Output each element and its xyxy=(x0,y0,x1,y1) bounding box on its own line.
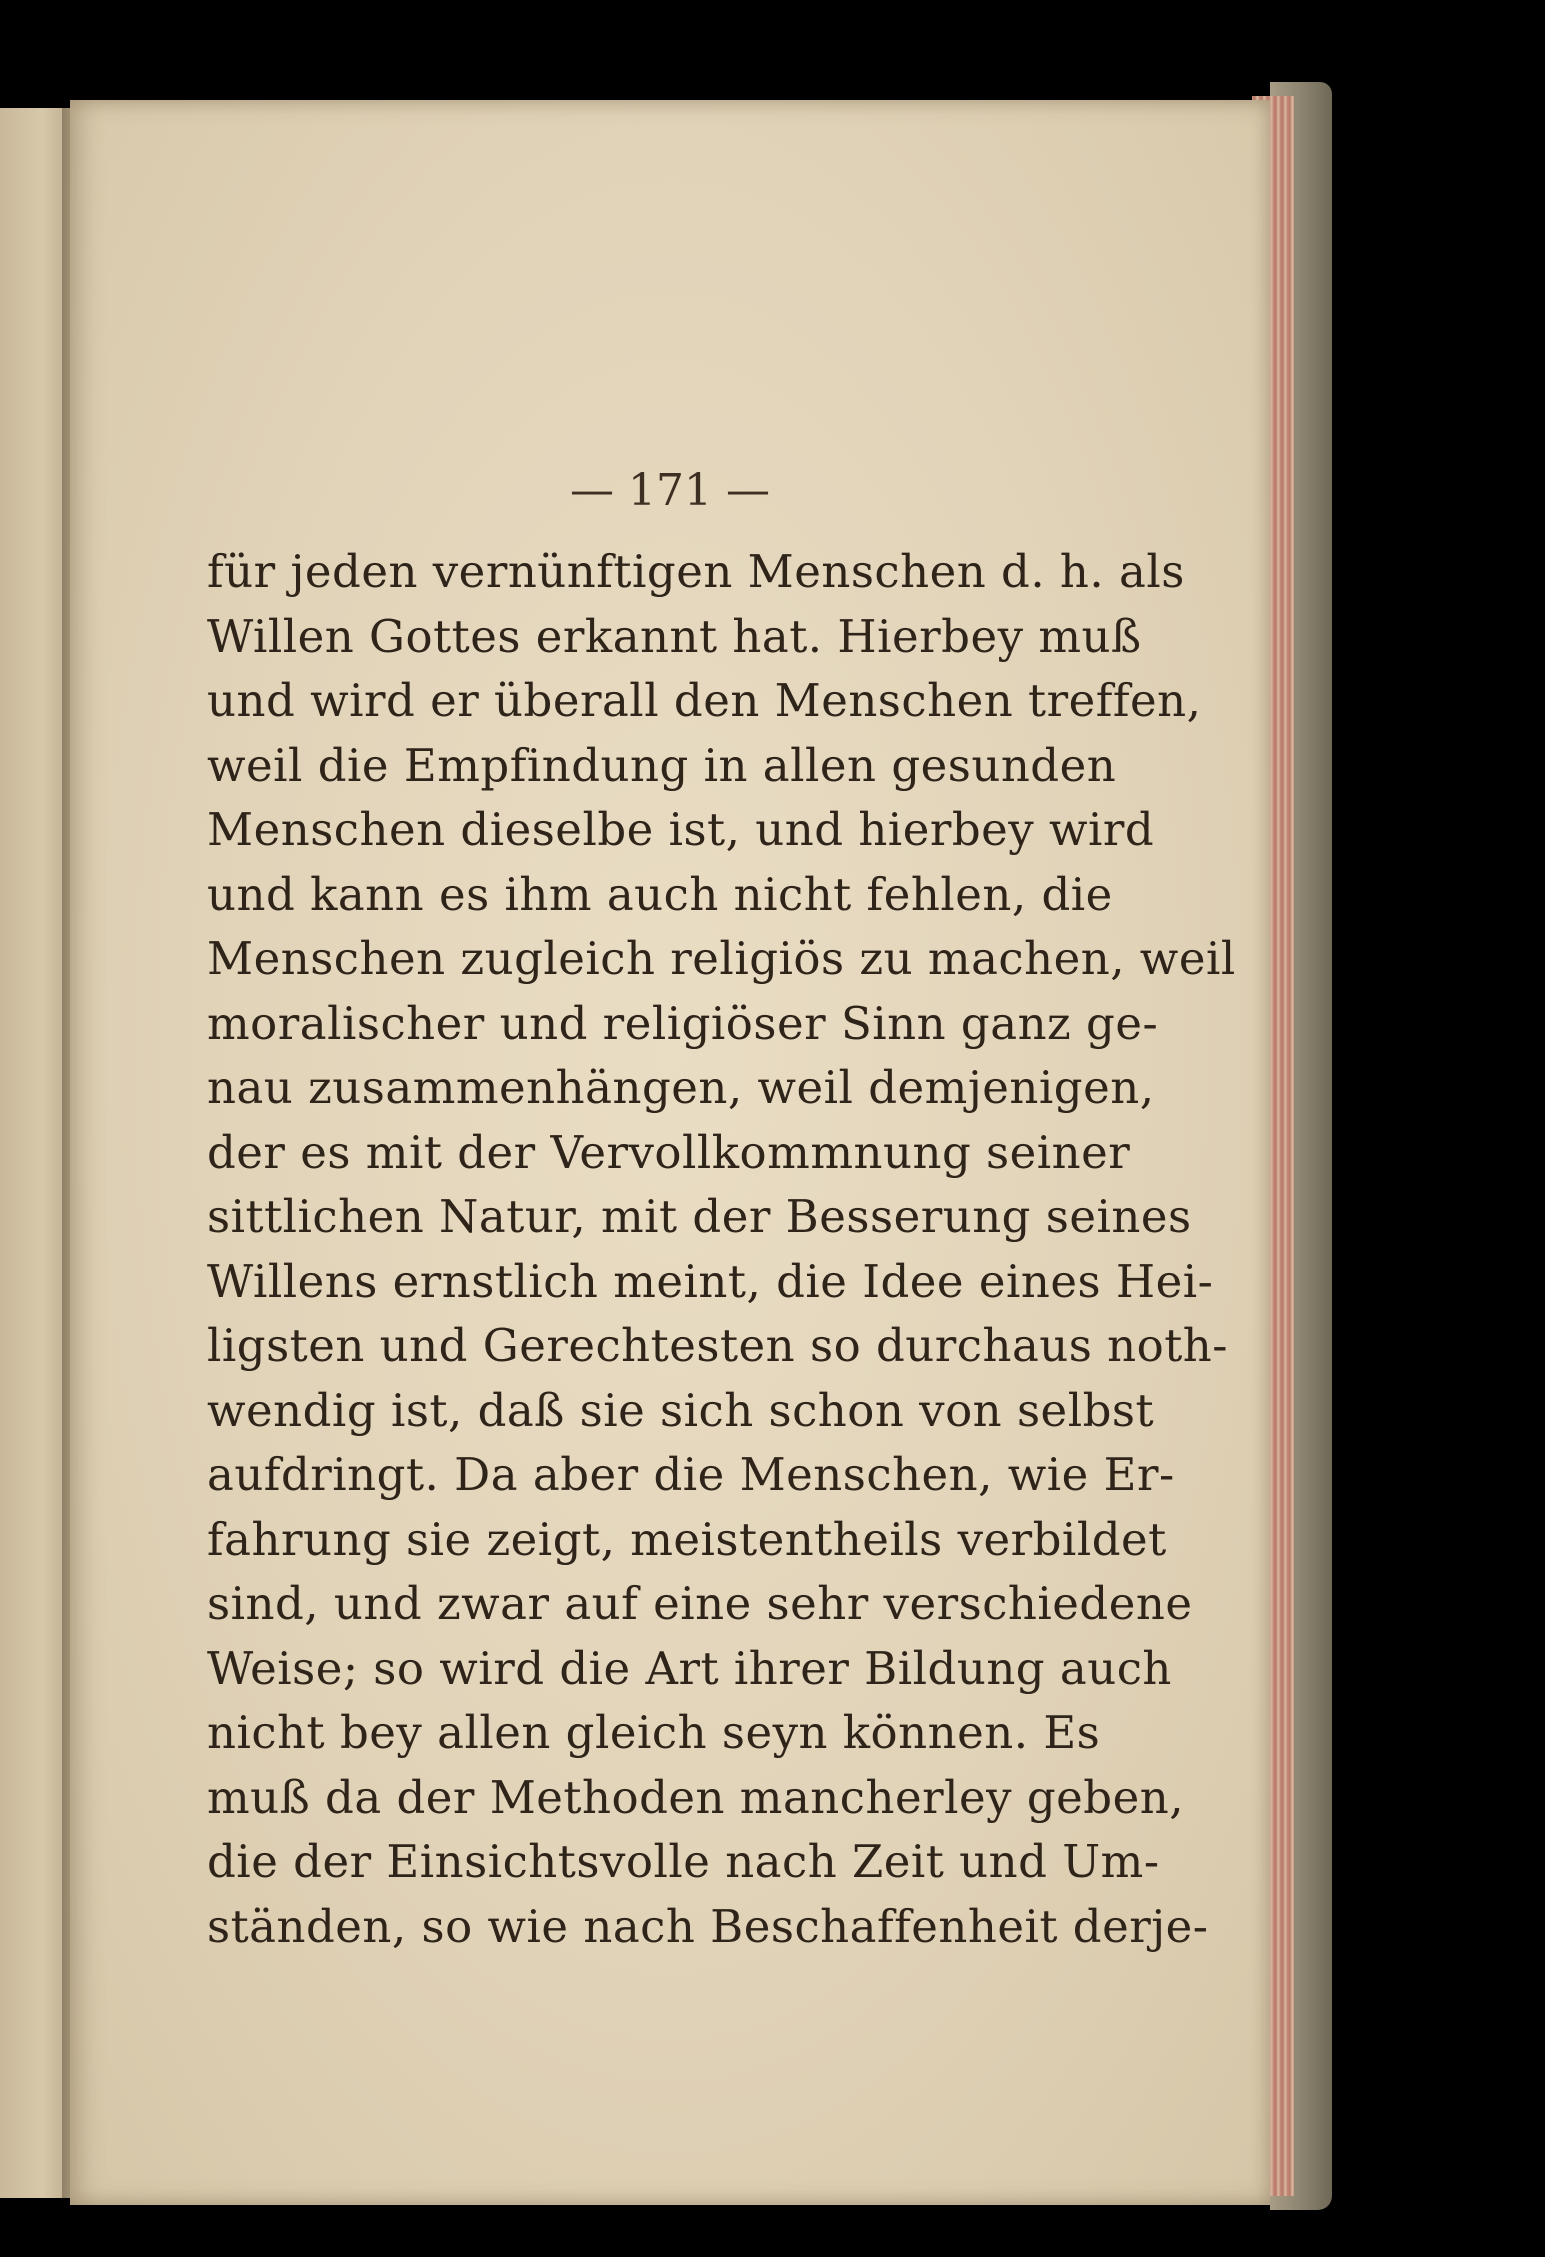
text-line: moralischer und religiöser Sinn ganz ge- xyxy=(207,996,1159,1050)
text-line: weil die Empfindung in allen gesunden xyxy=(207,738,1117,792)
text-line: die der Einsichtsvolle nach Zeit und Um- xyxy=(207,1835,1160,1888)
text-line: der es mit der Vervollkommnung seiner xyxy=(207,1125,1131,1179)
left-page-edge xyxy=(0,108,70,2198)
text-line: fahrung sie zeigt, meistentheils verbildet xyxy=(207,1512,1167,1566)
text-line: sittlichen Natur, mit der Besserung seines xyxy=(207,1190,1192,1243)
text-line: Weise; so wird die Art ihrer Bildung auch xyxy=(207,1641,1172,1695)
text-line: aufdringt. Da aber die Menschen, wie Er- xyxy=(207,1448,1175,1501)
text-line: Willen Gottes erkannt hat. Hierbey muß xyxy=(207,609,1142,663)
text-line: muß da der Methoden mancherley geben, xyxy=(207,1770,1185,1824)
text-line: und wird er überall den Menschen treffen, xyxy=(207,674,1202,727)
text-line: wendig ist, daß sie sich schon von selbst xyxy=(207,1383,1155,1437)
text-line: ständen, so wie nach Beschaffenheit derje- xyxy=(207,1899,1209,1953)
text-line: nicht bey allen gleich seyn können. Es xyxy=(207,1706,1101,1759)
text-line: für jeden vernünftigen Menschen d. h. als xyxy=(207,545,1185,598)
text-line: nau zusammenhängen, weil demjenigen, xyxy=(207,1061,1155,1114)
text-line: Willens ernstlich meint, die Idee eines Hei- xyxy=(207,1254,1214,1308)
text-line: Menschen dieselbe ist, und hierbey wird xyxy=(207,803,1155,856)
text-line: ligsten und Gerechtesten so durchaus noth- xyxy=(207,1319,1228,1372)
book-page xyxy=(70,100,1270,2205)
text-line: und kann es ihm auch nicht fehlen, die xyxy=(207,867,1113,921)
text-line: Menschen zugleich religiös zu machen, weil xyxy=(207,932,1236,985)
page-body xyxy=(207,540,1236,1959)
page-header: — 171 — xyxy=(570,465,770,516)
text-line: sind, und zwar auf eine sehr verschiedene xyxy=(207,1577,1193,1630)
